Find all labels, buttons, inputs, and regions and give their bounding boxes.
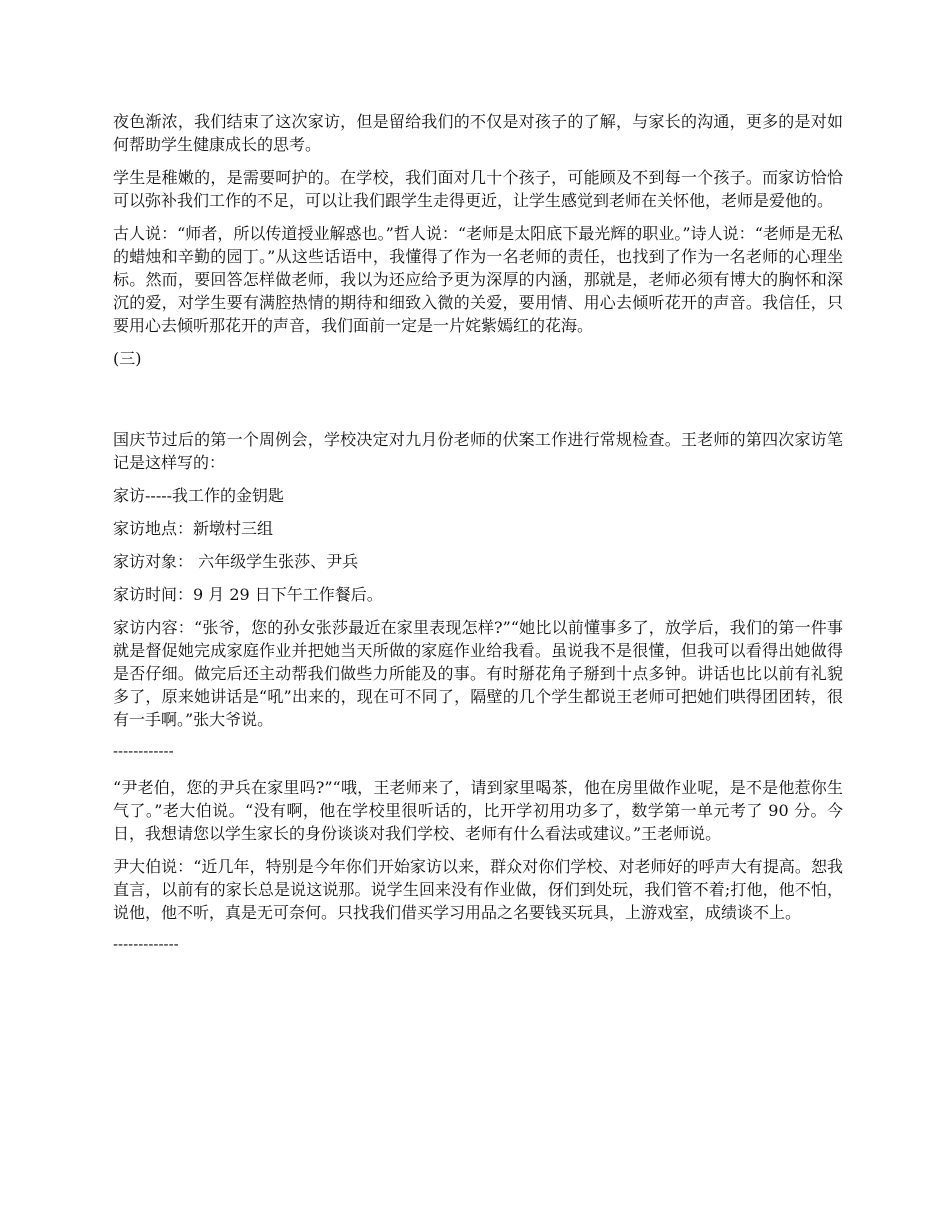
document-page (113, 110, 843, 969)
home-visit-content-yin-reply: 尹大伯说：“近几年，特别是今年你们开始家访以来，群众对你们学校、对老师好的呼声大有提高。恕我直言，以前有的家长总是说这说那。说学生回来没有作业做，伢们到处玩，我们管不着;打他，他不怕，说他，他不听，真是无可奈何。只找我们借买学习用品之名要钱买玩具，上游戏室，成绩谈不上。 (113, 857, 843, 922)
paragraph-weekly-meeting: 国庆节过后的第一个周例会，学校决定对九月份老师的伏案工作进行常规检查。王老师的第四次家访笔记是这样写的： (113, 430, 843, 472)
home-visit-subjects: 家访对象： 六年级学生张莎、尹兵 (113, 552, 359, 571)
section-heading-three: (三) (113, 349, 142, 368)
home-visit-location: 家访地点：新墩村三组 (113, 519, 274, 538)
divider-line-2: ------------- (113, 937, 179, 953)
divider-line-1: ------------ (113, 744, 174, 760)
home-visit-title: 家访-----我工作的金钥匙 (113, 486, 285, 505)
home-visit-content-zhang: 家访内容：“张爷，您的孙女张莎最近在家里表现怎样?”“她比以前懂事多了，放学后，我们的第一件事就是督促她完成家庭作业并把她当天所做的家庭作业给我看。虽说我不是很懂，但我可以看得出她做得是否仔细。做完后还主动帮我们做些力所能及的事。有时掰花角子掰到十点多钟。讲话也比以前有礼貌多了，原来她讲话是“吼”出来的，现在可不同了，隔壁的几个学生都说王老师可把她们哄得团团转，很有一手啊。”张大爷说。 (113, 618, 843, 729)
home-visit-content-yin: “尹老伯，您的尹兵在家里吗?”“哦，王老师来了，请到家里喝茶，他在房里做作业呢，是不是他惹你生气了。”老大伯说。“没有啊，他在学校里很听话的，比开学初用功多了，数学第一单元考了 90 分。今日，我想请您以学生家长的身份谈谈对我们学校、老师有什么看法或建议。”王老师说。 (113, 778, 843, 843)
paragraph-students-need-care: 学生是稚嫩的，是需要呵护的。在学校，我们面对几十个孩子，可能顾及不到每一个孩子。而家访恰恰可以弥补我们工作的不足，可以让我们跟学生走得更近，让学生感觉到老师在关怀他，老师是爱他的。 (113, 168, 843, 210)
paragraph-teacher-quotes: 古人说：“师者，所以传道授业解惑也。”哲人说：“老师是太阳底下最光辉的职业。”诗人说：“老师是无私的蜡烛和辛勤的园丁。”从这些话语中，我懂得了作为一名老师的责任，也找到了作为一名老师的心理坐标。然而，要回答怎样做老师，我以为还应给予更为深厚的内涵，那就是，老师必须有博大的胸怀和深沉的爱，对学生要有满腔热情的期待和细致入微的关爱，要用情、用心去倾听花开的声音。我信任，只要用心去倾听那花开的声音，我们面前一定是一片姹紫嫣红的花海。 (113, 224, 843, 335)
paragraph-home-visit-ending: 夜色渐浓，我们结束了这次家访，但是留给我们的不仅是对孩子的了解，与家长的沟通，更多的是对如何帮助学生健康成长的思考。 (113, 112, 843, 154)
home-visit-time: 家访时间：9 月 29 日下午工作餐后。 (113, 585, 383, 604)
